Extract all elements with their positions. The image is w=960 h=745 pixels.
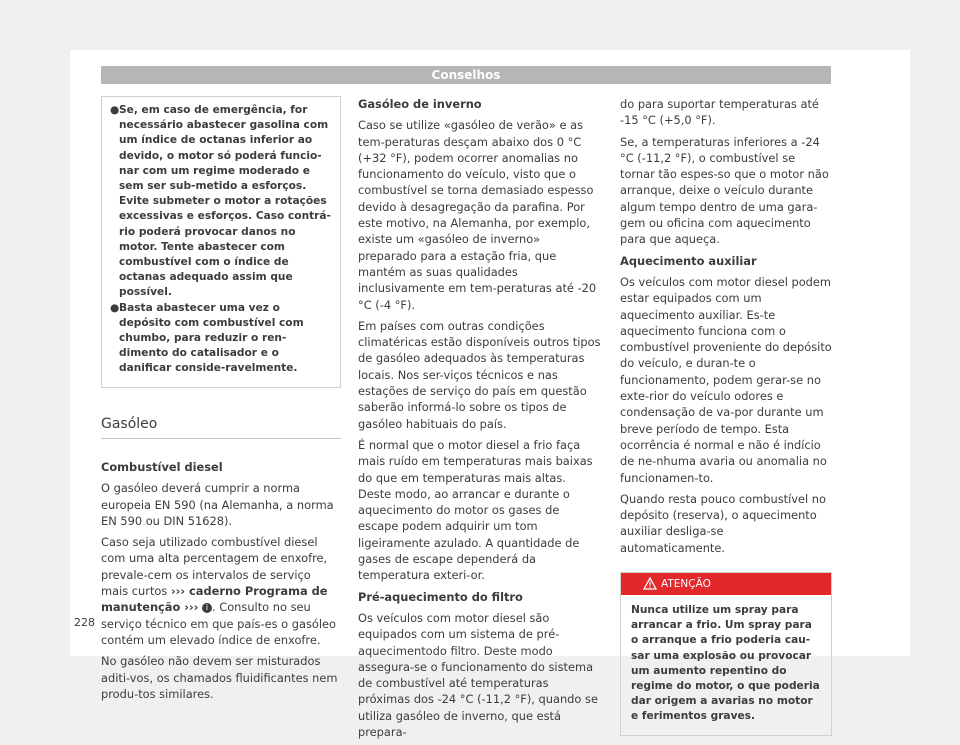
paragraph-text: Caso seja utilizado combustível diesel com uma alta percentagem de enxofre, prevale-cem os intervalos de serviço mais curtos [101,535,328,599]
page-header-title: Conselhos [431,68,501,82]
subheading: Aquecimento auxiliar [620,253,757,268]
column-left [101,96,341,707]
paragraph: Caso se utilize «gasóleo de verão» e as tem-peraturas desçam abaixo dos 0 °C (+32 °F), podem ocorrer anomalias no funcionamento do veículo, visto que o combustível se torna demasiado espesso devido à desagregação da parafina. Por este motivo, na Alemanha, por exemplo, existe um «gasóleo de inverno» preparado para a estação fria, que mantém as suas qualidades inclusivamente em tem-peraturas até -20 °C (-4 °F). [358,118,597,312]
subheading: Combustível diesel [101,459,223,474]
info-icon: i [202,603,212,613]
attention-text: Nunca utilize um spray para arrancar a frio. Um spray para o arranque a frio poderia cau-sar uma explosão ou provocar um aumento repentino do regime do motor, o que poderia dar origem a avarias no motor e ferimentos graves. [631,604,820,723]
header-bar [101,66,831,84]
paragraph [101,534,341,648]
paragraph: Os veículos com motor diesel são equipados com um sistema de pré-aquecimentodo filtro. Deste modo assegura-se o funcionamento do sistema de combustível até temperaturas próximas dos -24 °C (-11,2 °F), quando se utiliza gasóleo de inverno, que está prepara- [358,610,598,739]
warning-box [101,96,341,388]
section-heading [101,416,341,439]
attention-box [620,572,832,736]
attention-title: ATENÇÃO [661,578,711,591]
column-right [620,96,832,736]
paragraph: Em países com outras condições climatéricas estão disponíveis outros tipos de gasóleo adequados às temperaturas locais. Nos ser-viços técnicos e nas estações de serviço do país em questão saberão informá-lo sobre os tipos de gasóleo habituais do país. [358,318,601,431]
paragraph: Os veículos com motor diesel podem estar equipados com um aquecimento auxiliar. Es-te aquecimento funciona com o combustível proveniente do depósito do veículo, e duran-te o funcionamento, podem gerar-se no exte-rior do veículo odores e condensação de va-por durante um breve período de tempo. Esta ocorrência é normal e não é indício de ne-nhuma avaria ou anomalia no funcionamen-to. [620,274,832,485]
bullet-icon: ● [110,301,120,314]
paragraph: Se, a temperaturas inferiores a -24 °C (-11,2 °F), o combustível se tornar tão espes-so que o motor não arranque, deixe o veículo durante algum tempo dentro de uma gara-gem ou oficina com aquecimento para que aqueça. [620,134,829,247]
paragraph: do para suportar temperaturas até -15 °C (+5,0 °F). [620,97,819,128]
warning-item [110,103,332,301]
warning-item [110,301,332,377]
subheading: Pré-aquecimento do filtro [358,589,523,604]
section-title: Gasóleo [101,415,158,432]
warning-text: Se, em caso de emergência, for necessário abastecer gasolina com um índice de octanas inferior ao devido, o motor só poderá funcio-nar com um regime moderado e sem ser sub-metido a esforços. Evite submeter o motor a rotações excessivas e esforços. Caso contrá-rio poderá provocar danos no motor. Tente abastecer com combustível com o índice de octanas adequado assim que possível. [119,104,331,299]
warning-triangle-icon [643,577,657,590]
paragraph: O gasóleo deverá cumprir a norma europeia EN 590 (na Alemanha, a norma EN 590 ou DIN 51628). [101,481,334,528]
paragraph: No gasóleo não devem ser misturados aditi-vos, os chamados fluidificantes nem produ-tos similares. [101,654,338,701]
bullet-icon: ● [110,104,120,116]
cross-reference-link[interactable]: ››› caderno Programa de manutenção ››› [101,584,328,615]
subheading: Gasóleo de inverno [358,97,482,111]
warning-text: Basta abastecer uma vez o depósito com combustível com chumbo, para reduzir o ren-dimento do catalisador e o danificar conside-ravelmente. [119,301,304,375]
paragraph: Quando resta pouco combustível no depósito (reserva), o aquecimento auxiliar desliga-se automaticamente. [620,491,826,555]
paragraph-text: . Consulto no seu serviço técnico em que país-es o gasóleo contém um elevado índice de enxofre. [101,600,336,647]
attention-header [621,573,831,595]
page-number: 228 [74,616,95,629]
column-middle [358,96,602,745]
paragraph: É normal que o motor diesel a frio faça mais ruído em temperaturas mais baixas do que em temperaturas mais altas. Deste modo, ao arrancar e durante o aquecimento do motor os gases de escape podem adquirir um tom ligeiramente azulado. A quantidade de gases de escape dependerá da temperatura exteri-or. [358,437,593,583]
